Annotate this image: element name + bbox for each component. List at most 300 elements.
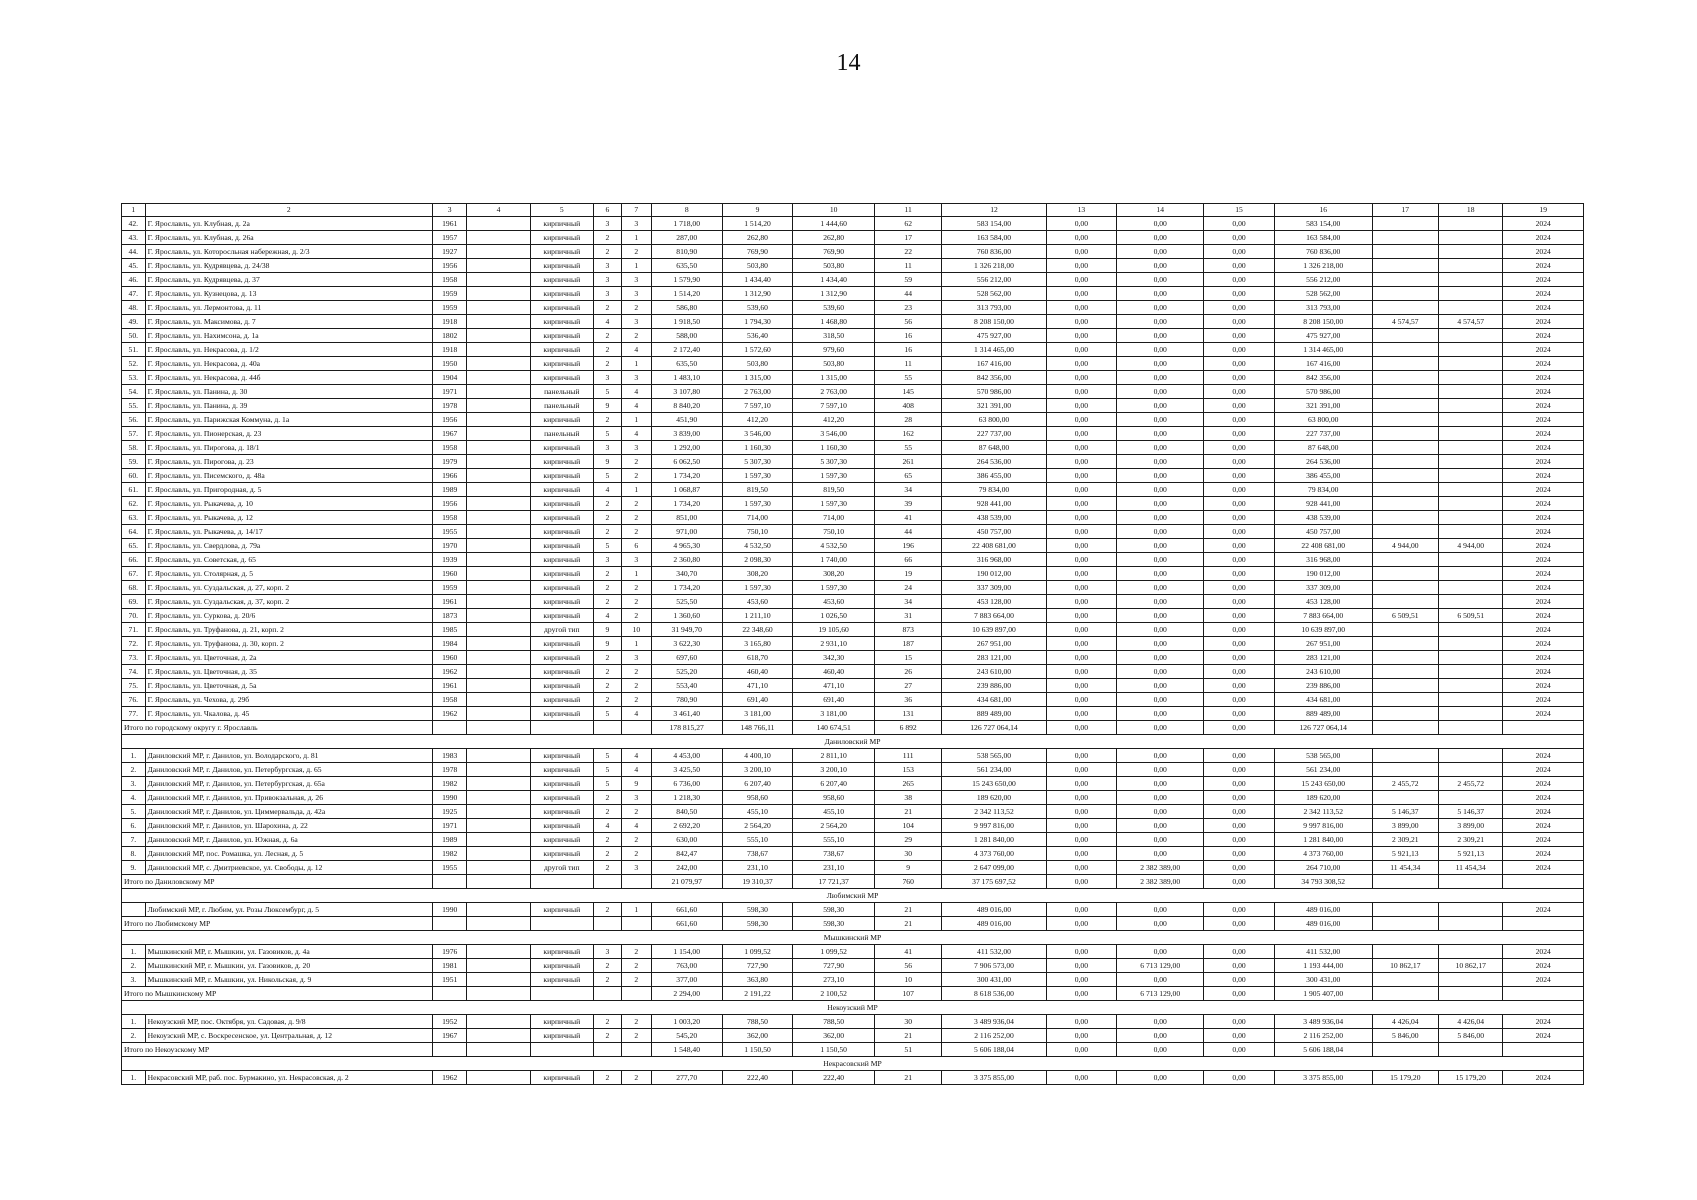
table-row bbox=[122, 777, 1584, 791]
table-cell: 0,00 bbox=[1204, 385, 1275, 399]
table-cell: 1960 bbox=[433, 567, 467, 581]
section-header-row bbox=[122, 735, 1584, 749]
table-cell: кирпичный bbox=[530, 315, 593, 329]
table-cell: 727,90 bbox=[793, 959, 875, 973]
table-cell: 6 062,50 bbox=[651, 455, 722, 469]
table-cell: кирпичный bbox=[530, 833, 593, 847]
table-cell: 4 bbox=[621, 427, 651, 441]
table-cell: кирпичный bbox=[530, 805, 593, 819]
table-cell bbox=[467, 749, 530, 763]
address-cell: Некоузский МР, пос. Октября, ул. Садовая, д. 9/8 bbox=[145, 1015, 432, 1029]
table-cell: 189 620,00 bbox=[1274, 791, 1372, 805]
table-cell: 1918 bbox=[433, 343, 467, 357]
table-row bbox=[122, 749, 1584, 763]
table-cell: 3 bbox=[593, 553, 621, 567]
table-cell: 2024 bbox=[1503, 609, 1584, 623]
table-cell: 0,00 bbox=[1117, 1029, 1204, 1043]
table-cell: 2 bbox=[621, 847, 651, 861]
table-cell: 2 bbox=[621, 833, 651, 847]
table-cell: 22 408 681,00 bbox=[942, 539, 1046, 553]
table-cell: 0,00 bbox=[1046, 1015, 1117, 1029]
row-number-cell: 44. bbox=[122, 245, 146, 259]
table-cell: 190 012,00 bbox=[942, 567, 1046, 581]
table-cell: 0,00 bbox=[1204, 525, 1275, 539]
address-cell: Некрасовский МР, раб. пос. Бурмакино, ул. Некрасовская, д. 2 bbox=[145, 1071, 432, 1085]
table-cell: 538 565,00 bbox=[1274, 749, 1372, 763]
table-cell: 2024 bbox=[1503, 581, 1584, 595]
address-cell: Г. Ярославль, ул. Труфанова, д. 21, корп. 2 bbox=[145, 623, 432, 637]
table-cell: 1 794,30 bbox=[722, 315, 793, 329]
section-header-row bbox=[122, 931, 1584, 945]
table-cell: 453,60 bbox=[722, 595, 793, 609]
table-cell: 979,60 bbox=[793, 343, 875, 357]
table-cell: 2024 bbox=[1503, 455, 1584, 469]
table-cell: 555,10 bbox=[793, 833, 875, 847]
address-cell: Г. Ярославль, ул. Советская, д. 65 bbox=[145, 553, 432, 567]
section-header-row bbox=[122, 889, 1584, 903]
table-cell bbox=[1439, 903, 1503, 917]
subtotal-cell bbox=[467, 721, 530, 735]
table-cell: 2024 bbox=[1503, 343, 1584, 357]
table-cell bbox=[1372, 567, 1439, 581]
table-cell: 2 bbox=[621, 693, 651, 707]
section-title: Любимский МР bbox=[122, 889, 1584, 903]
table-cell: 2 342 113,52 bbox=[942, 805, 1046, 819]
table-cell: 2024 bbox=[1503, 679, 1584, 693]
column-number-header: 7 bbox=[621, 204, 651, 217]
table-cell: 8 208 150,00 bbox=[1274, 315, 1372, 329]
table-cell: 1 bbox=[621, 567, 651, 581]
table-cell bbox=[1372, 413, 1439, 427]
address-cell: Даниловский МР, г. Данилов, ул. Петербургская, д. 65 bbox=[145, 763, 432, 777]
address-cell: Г. Ярославль, ул. Писемского, д. 48а bbox=[145, 469, 432, 483]
table-cell: 3 461,40 bbox=[651, 707, 722, 721]
table-cell: 0,00 bbox=[1117, 329, 1204, 343]
table-cell: кирпичный bbox=[530, 539, 593, 553]
table-cell: 3 bbox=[593, 217, 621, 231]
table-cell: 0,00 bbox=[1046, 399, 1117, 413]
table-cell: 618,70 bbox=[722, 651, 793, 665]
table-cell: 0,00 bbox=[1204, 1029, 1275, 1043]
table-row bbox=[122, 371, 1584, 385]
address-cell: Мышкинский МР, г. Мышкин, ул. Газовиков, д. 4а bbox=[145, 945, 432, 959]
table-cell: 2024 bbox=[1503, 273, 1584, 287]
table-cell: 2 bbox=[593, 833, 621, 847]
table-cell bbox=[467, 511, 530, 525]
row-number-cell bbox=[122, 903, 146, 917]
table-cell: 386 455,00 bbox=[942, 469, 1046, 483]
table-cell: 503,80 bbox=[722, 357, 793, 371]
table-cell: 11 454,34 bbox=[1372, 861, 1439, 875]
table-cell: 31 949,70 bbox=[651, 623, 722, 637]
table-cell bbox=[467, 1015, 530, 1029]
table-cell: 2 bbox=[621, 679, 651, 693]
table-cell: 2024 bbox=[1503, 847, 1584, 861]
table-cell: 3 200,10 bbox=[793, 763, 875, 777]
table-row bbox=[122, 581, 1584, 595]
subtotal-cell: 2 191,22 bbox=[722, 987, 793, 1001]
subtotal-cell bbox=[621, 1043, 651, 1057]
table-cell: 555,10 bbox=[722, 833, 793, 847]
table-cell: 0,00 bbox=[1117, 441, 1204, 455]
table-cell: 1971 bbox=[433, 819, 467, 833]
address-cell: Г. Ярославль, ул. Панина, д. 39 bbox=[145, 399, 432, 413]
table-cell: 10 639 897,00 bbox=[942, 623, 1046, 637]
table-cell: 0,00 bbox=[1117, 945, 1204, 959]
table-cell: 2024 bbox=[1503, 637, 1584, 651]
address-cell: Даниловский МР, г. Данилов, ул. Шарохина, д. 22 bbox=[145, 819, 432, 833]
table-cell: 1 434,40 bbox=[793, 273, 875, 287]
table-cell: 0,00 bbox=[1046, 1071, 1117, 1085]
table-cell: 3 489 936,04 bbox=[942, 1015, 1046, 1029]
table-cell bbox=[1439, 273, 1503, 287]
table-cell: 1939 bbox=[433, 553, 467, 567]
row-number-cell: 5. bbox=[122, 805, 146, 819]
table-cell: 1 281 840,00 bbox=[942, 833, 1046, 847]
table-cell: 5 846,00 bbox=[1439, 1029, 1503, 1043]
table-cell: 2024 bbox=[1503, 777, 1584, 791]
table-row bbox=[122, 511, 1584, 525]
subtotal-cell: 2 382 389,00 bbox=[1117, 875, 1204, 889]
table-cell: 3 bbox=[621, 287, 651, 301]
table-row bbox=[122, 1029, 1584, 1043]
table-cell: 2 bbox=[593, 329, 621, 343]
table-cell: 0,00 bbox=[1117, 679, 1204, 693]
table-cell: 453 128,00 bbox=[942, 595, 1046, 609]
table-cell: 3 bbox=[593, 371, 621, 385]
table-cell: 0,00 bbox=[1204, 777, 1275, 791]
table-cell: 0,00 bbox=[1046, 273, 1117, 287]
table-cell: 15 179,20 bbox=[1372, 1071, 1439, 1085]
row-number-cell: 69. bbox=[122, 595, 146, 609]
table-cell: 2 811,10 bbox=[793, 749, 875, 763]
table-cell: 0,00 bbox=[1117, 693, 1204, 707]
table-cell bbox=[467, 945, 530, 959]
table-cell: 2 bbox=[593, 511, 621, 525]
table-cell: 196 bbox=[874, 539, 942, 553]
table-cell: 62 bbox=[874, 217, 942, 231]
table-row bbox=[122, 791, 1584, 805]
table-cell: 2 bbox=[593, 679, 621, 693]
table-cell: 2 bbox=[621, 455, 651, 469]
table-cell: 131 bbox=[874, 707, 942, 721]
table-cell: 2 bbox=[621, 805, 651, 819]
subtotal-cell bbox=[530, 917, 593, 931]
table-cell: 0,00 bbox=[1117, 315, 1204, 329]
table-cell: 928 441,00 bbox=[942, 497, 1046, 511]
table-cell: 7 597,10 bbox=[793, 399, 875, 413]
table-cell: 386 455,00 bbox=[1274, 469, 1372, 483]
table-cell: 2024 bbox=[1503, 483, 1584, 497]
address-cell: Даниловский МР, с. Дмитриевское, ул. Свободы, д. 12 bbox=[145, 861, 432, 875]
table-cell: 2024 bbox=[1503, 805, 1584, 819]
table-cell: 528 562,00 bbox=[1274, 287, 1372, 301]
table-cell: 362,00 bbox=[793, 1029, 875, 1043]
subtotal-cell: 37 175 697,52 bbox=[942, 875, 1046, 889]
subtotal-label: Итого по Даниловскому МР bbox=[122, 875, 433, 889]
table-cell: 0,00 bbox=[1117, 553, 1204, 567]
table-cell bbox=[1372, 637, 1439, 651]
table-cell: 4 944,00 bbox=[1372, 539, 1439, 553]
table-cell: 0,00 bbox=[1204, 609, 1275, 623]
table-cell: 0,00 bbox=[1046, 497, 1117, 511]
table-cell: 264 536,00 bbox=[942, 455, 1046, 469]
subtotal-cell: 21 bbox=[874, 917, 942, 931]
address-cell: Г. Ярославль, ул. Рыкачева, д. 10 bbox=[145, 497, 432, 511]
table-cell bbox=[1372, 483, 1439, 497]
table-cell bbox=[1372, 455, 1439, 469]
table-cell: 1966 bbox=[433, 469, 467, 483]
table-row bbox=[122, 413, 1584, 427]
table-cell: 1957 bbox=[433, 231, 467, 245]
subtotal-cell bbox=[433, 917, 467, 931]
table-row bbox=[122, 553, 1584, 567]
table-cell: 1 154,00 bbox=[651, 945, 722, 959]
table-cell: 1959 bbox=[433, 301, 467, 315]
table-cell bbox=[467, 959, 530, 973]
table-cell: 1 314 465,00 bbox=[1274, 343, 1372, 357]
table-cell: кирпичный bbox=[530, 777, 593, 791]
table-cell: 0,00 bbox=[1117, 833, 1204, 847]
table-cell: 0,00 bbox=[1204, 1071, 1275, 1085]
table-cell: 2024 bbox=[1503, 441, 1584, 455]
table-cell: 760 836,00 bbox=[942, 245, 1046, 259]
row-number-cell: 59. bbox=[122, 455, 146, 469]
address-cell: Г. Ярославль, ул. Некрасова, д. 44б bbox=[145, 371, 432, 385]
row-number-cell: 76. bbox=[122, 693, 146, 707]
column-number-header: 11 bbox=[874, 204, 942, 217]
table-cell: 0,00 bbox=[1204, 567, 1275, 581]
table-cell: 3 107,80 bbox=[651, 385, 722, 399]
table-cell: 438 539,00 bbox=[1274, 511, 1372, 525]
table-cell: 316 968,00 bbox=[1274, 553, 1372, 567]
table-cell: 189 620,00 bbox=[942, 791, 1046, 805]
table-cell: 788,50 bbox=[722, 1015, 793, 1029]
table-cell: 0,00 bbox=[1046, 903, 1117, 917]
table-cell: 300 431,00 bbox=[942, 973, 1046, 987]
row-number-cell: 2. bbox=[122, 959, 146, 973]
row-number-cell: 3. bbox=[122, 973, 146, 987]
address-cell: Г. Ярославль, ул. Цветочная, д. 35 bbox=[145, 665, 432, 679]
table-cell: 1955 bbox=[433, 525, 467, 539]
table-cell bbox=[1439, 637, 1503, 651]
table-cell: 313 793,00 bbox=[1274, 301, 1372, 315]
table-cell: 2 bbox=[593, 805, 621, 819]
table-cell: 2 bbox=[621, 609, 651, 623]
address-cell: Г. Ярославль, ул. Кудрявцева, д. 24/38 bbox=[145, 259, 432, 273]
table-cell: 34 bbox=[874, 595, 942, 609]
table-cell: 2 bbox=[593, 245, 621, 259]
subtotal-cell: 760 bbox=[874, 875, 942, 889]
table-cell: 0,00 bbox=[1046, 861, 1117, 875]
table-cell: кирпичный bbox=[530, 819, 593, 833]
table-cell: 525,50 bbox=[651, 595, 722, 609]
table-cell bbox=[467, 399, 530, 413]
table-cell: 958,60 bbox=[722, 791, 793, 805]
table-cell: 3 181,00 bbox=[793, 707, 875, 721]
table-cell: 1951 bbox=[433, 973, 467, 987]
table-cell: 1 514,20 bbox=[722, 217, 793, 231]
table-cell: 0,00 bbox=[1204, 301, 1275, 315]
table-cell bbox=[1372, 399, 1439, 413]
table-cell: 0,00 bbox=[1117, 651, 1204, 665]
column-number-header: 19 bbox=[1503, 204, 1584, 217]
table-cell: кирпичный bbox=[530, 1071, 593, 1085]
table-row bbox=[122, 693, 1584, 707]
table-cell: 1 918,50 bbox=[651, 315, 722, 329]
table-row bbox=[122, 329, 1584, 343]
table-cell: 2 309,21 bbox=[1372, 833, 1439, 847]
table-cell: 0,00 bbox=[1117, 511, 1204, 525]
table-cell: 17 bbox=[874, 231, 942, 245]
table-cell: 0,00 bbox=[1204, 371, 1275, 385]
section-header-row bbox=[122, 1001, 1584, 1015]
table-row bbox=[122, 1015, 1584, 1029]
table-cell: 1 bbox=[621, 357, 651, 371]
address-cell: Даниловский МР, г. Данилов, ул. Володарского, д. 81 bbox=[145, 749, 432, 763]
table-cell bbox=[1439, 441, 1503, 455]
address-cell: Г. Ярославль, ул. Некрасова, д. 40а bbox=[145, 357, 432, 371]
table-cell: 5 bbox=[593, 707, 621, 721]
table-cell: 598,30 bbox=[722, 903, 793, 917]
subtotal-cell: 0,00 bbox=[1046, 917, 1117, 931]
table-cell: 0,00 bbox=[1117, 805, 1204, 819]
table-cell: 0,00 bbox=[1046, 833, 1117, 847]
table-cell: 0,00 bbox=[1046, 791, 1117, 805]
table-cell: 0,00 bbox=[1117, 469, 1204, 483]
table-row bbox=[122, 273, 1584, 287]
table-cell: 873 bbox=[874, 623, 942, 637]
table-cell: 15 243 650,00 bbox=[1274, 777, 1372, 791]
table-cell: 9 bbox=[593, 399, 621, 413]
table-cell: 227 737,00 bbox=[942, 427, 1046, 441]
table-cell: 2024 bbox=[1503, 469, 1584, 483]
subtotal-cell: 126 727 064,14 bbox=[1274, 721, 1372, 735]
table-cell: 1 312,90 bbox=[793, 287, 875, 301]
subtotal-cell bbox=[1372, 987, 1439, 1001]
table-cell: 1 597,30 bbox=[722, 469, 793, 483]
table-cell: 851,00 bbox=[651, 511, 722, 525]
table-cell: 489 016,00 bbox=[1274, 903, 1372, 917]
row-number-cell: 73. bbox=[122, 651, 146, 665]
row-number-cell: 1. bbox=[122, 749, 146, 763]
table-cell: 0,00 bbox=[1117, 245, 1204, 259]
table-cell: 162 bbox=[874, 427, 942, 441]
table-cell: 79 834,00 bbox=[942, 483, 1046, 497]
row-number-cell: 8. bbox=[122, 847, 146, 861]
table-cell bbox=[1372, 763, 1439, 777]
address-cell: Г. Ярославль, ул. Цветочная, д. 5а bbox=[145, 679, 432, 693]
table-cell: 2 bbox=[593, 973, 621, 987]
table-cell: 2 bbox=[621, 581, 651, 595]
table-cell: кирпичный bbox=[530, 749, 593, 763]
table-cell: 842 356,00 bbox=[942, 371, 1046, 385]
subtotal-cell: 661,60 bbox=[651, 917, 722, 931]
table-row bbox=[122, 567, 1584, 581]
table-cell: 0,00 bbox=[1204, 1015, 1275, 1029]
table-row bbox=[122, 763, 1584, 777]
table-cell bbox=[1372, 301, 1439, 315]
table-cell: 1 579,90 bbox=[651, 273, 722, 287]
table-cell: 1 597,30 bbox=[793, 581, 875, 595]
subtotal-cell: 2 294,00 bbox=[651, 987, 722, 1001]
table-cell: 0,00 bbox=[1204, 791, 1275, 805]
subtotal-cell bbox=[1439, 1043, 1503, 1057]
table-cell: 0,00 bbox=[1204, 847, 1275, 861]
table-cell bbox=[1372, 259, 1439, 273]
subtotal-cell: 0,00 bbox=[1204, 721, 1275, 735]
table-cell: 0,00 bbox=[1204, 399, 1275, 413]
table-cell: 0,00 bbox=[1204, 861, 1275, 875]
table-cell: 4 bbox=[621, 819, 651, 833]
table-cell: 0,00 bbox=[1117, 217, 1204, 231]
table-cell: 889 489,00 bbox=[942, 707, 1046, 721]
subtotal-cell: 0,00 bbox=[1046, 875, 1117, 889]
address-cell: Даниловский МР, г. Данилов, ул. Привокзальная, д. 26 bbox=[145, 791, 432, 805]
table-cell: 2024 bbox=[1503, 595, 1584, 609]
table-cell bbox=[1372, 595, 1439, 609]
table-cell bbox=[1439, 511, 1503, 525]
table-row bbox=[122, 847, 1584, 861]
table-cell: 16 bbox=[874, 343, 942, 357]
table-row bbox=[122, 679, 1584, 693]
table-cell: 2 bbox=[621, 945, 651, 959]
table-cell bbox=[1439, 553, 1503, 567]
table-cell: 2 455,72 bbox=[1372, 777, 1439, 791]
table-cell: 5 bbox=[593, 427, 621, 441]
table-cell: 340,70 bbox=[651, 567, 722, 581]
table-cell: 19 105,60 bbox=[793, 623, 875, 637]
table-cell: 0,00 bbox=[1046, 231, 1117, 245]
table-cell bbox=[1372, 273, 1439, 287]
table-cell: 2 bbox=[621, 1029, 651, 1043]
row-number-cell: 55. bbox=[122, 399, 146, 413]
table-cell: 0,00 bbox=[1046, 805, 1117, 819]
table-cell: 2024 bbox=[1503, 525, 1584, 539]
subtotal-cell bbox=[1503, 917, 1584, 931]
table-header-row bbox=[122, 204, 1584, 217]
table-row bbox=[122, 315, 1584, 329]
table-cell: 65 bbox=[874, 469, 942, 483]
table-cell: 10 862,17 bbox=[1439, 959, 1503, 973]
subtotal-cell bbox=[1372, 917, 1439, 931]
table-cell bbox=[1372, 973, 1439, 987]
subtotal-cell bbox=[467, 1043, 530, 1057]
table-cell: 412,20 bbox=[722, 413, 793, 427]
table-cell: 1 160,30 bbox=[722, 441, 793, 455]
table-cell: 503,80 bbox=[793, 357, 875, 371]
address-cell: Г. Ярославль, ул. Чехова, д. 29б bbox=[145, 693, 432, 707]
table-cell: 0,00 bbox=[1046, 427, 1117, 441]
table-cell: 0,00 bbox=[1204, 959, 1275, 973]
table-cell: 889 489,00 bbox=[1274, 707, 1372, 721]
table-cell: 2024 bbox=[1503, 763, 1584, 777]
table-cell: 2 564,20 bbox=[793, 819, 875, 833]
table-cell: 239 886,00 bbox=[942, 679, 1046, 693]
subtotal-cell: 17 721,37 bbox=[793, 875, 875, 889]
table-cell: кирпичный bbox=[530, 441, 593, 455]
subtotal-row bbox=[122, 917, 1584, 931]
table-cell: 0,00 bbox=[1046, 567, 1117, 581]
table-cell bbox=[1372, 441, 1439, 455]
table-cell: 0,00 bbox=[1204, 539, 1275, 553]
table-cell: 1 068,87 bbox=[651, 483, 722, 497]
table-cell: 0,00 bbox=[1046, 945, 1117, 959]
table-cell: 6 736,00 bbox=[651, 777, 722, 791]
table-cell: 1976 bbox=[433, 945, 467, 959]
table-cell: 0,00 bbox=[1204, 707, 1275, 721]
table-cell: 0,00 bbox=[1046, 763, 1117, 777]
